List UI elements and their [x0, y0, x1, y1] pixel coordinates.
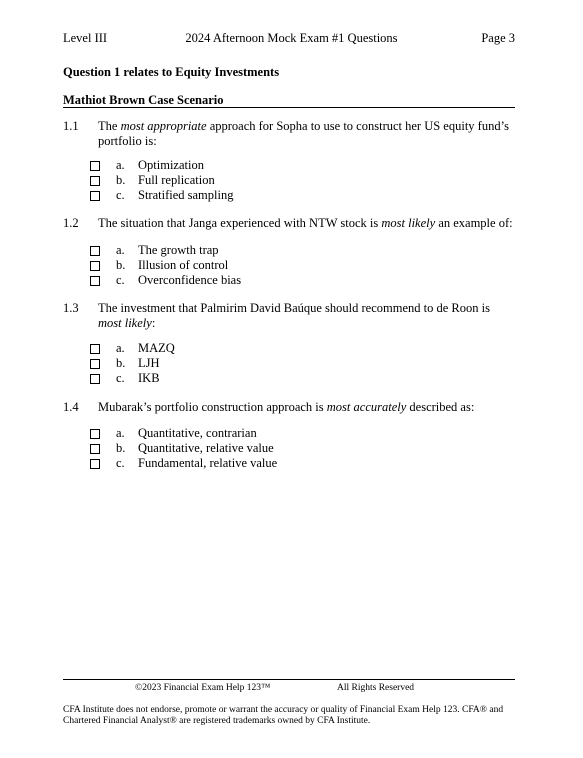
option-checkbox[interactable]: [90, 344, 100, 354]
option-letter: c.: [116, 456, 125, 470]
option-checkbox[interactable]: [90, 459, 100, 469]
question-intro: Question 1 relates to Equity Investments: [63, 65, 280, 79]
option-text: Stratified sampling: [138, 188, 234, 202]
option-letter: a.: [116, 158, 125, 172]
option-text: Illusion of control: [138, 258, 229, 272]
question-1-3: [63, 301, 515, 331]
question-1-2: [63, 216, 515, 231]
option-letter: a.: [116, 341, 125, 355]
option-checkbox[interactable]: [90, 161, 100, 171]
option-text: Quantitative, contrarian: [138, 426, 257, 440]
option-checkbox[interactable]: [90, 276, 100, 286]
option-checkbox[interactable]: [90, 246, 100, 256]
option-letter: b.: [116, 356, 126, 370]
question-number: 1.1: [63, 119, 79, 133]
option-letter: c.: [116, 371, 125, 385]
question-stem: Mubarak’s portfolio construction approach is most accurately described as:: [98, 400, 475, 414]
question-stem: The investment that Palmirim David Baúque should recommend to de Roon is most likely:: [98, 301, 490, 330]
option-text: IKB: [138, 371, 160, 385]
option-letter: c.: [116, 188, 125, 202]
question-number: 1.4: [63, 400, 79, 414]
option-letter: b.: [116, 441, 126, 455]
option-checkbox[interactable]: [90, 359, 100, 369]
option-letter: a.: [116, 243, 125, 257]
option-text: Overconfidence bias: [138, 273, 242, 287]
option-checkbox[interactable]: [90, 191, 100, 201]
option-letter: b.: [116, 173, 126, 187]
footer-rights: All Rights Reserved: [337, 683, 415, 693]
question-1-4: [63, 400, 515, 415]
option-text: Quantitative, relative value: [138, 441, 274, 455]
question-stem: The most appropriate approach for Sopha to use to construct her US equity fund’s portfolio is:: [98, 119, 509, 148]
question-number: 1.2: [63, 216, 79, 230]
question-1-1: [63, 119, 515, 149]
option-text: Full replication: [138, 173, 215, 187]
option-checkbox[interactable]: [90, 444, 100, 454]
option-text: The growth trap: [138, 243, 219, 257]
case-scenario-title: Mathiot Brown Case Scenario: [63, 93, 515, 108]
question-stem: The situation that Janga experienced with NTW stock is most likely an example of:: [98, 216, 513, 230]
footer-disclaimer: CFA Institute does not endorse, promote or warrant the accuracy or quality of Financial Exam Help 123. CFA® and Chartered Financial Analyst® are registered trademarks owned by CFA Institute.: [63, 705, 504, 726]
footer-divider: [63, 679, 515, 680]
option-text: LJH: [138, 356, 160, 370]
option-checkbox[interactable]: [90, 374, 100, 384]
option-letter: c.: [116, 273, 125, 287]
footer-copyright: ©2023 Financial Exam Help 123™: [135, 683, 271, 693]
header-level: Level III: [63, 31, 108, 45]
header-page-number: Page 3: [481, 31, 515, 45]
option-text: Optimization: [138, 158, 204, 172]
option-checkbox[interactable]: [90, 176, 100, 186]
option-text: Fundamental, relative value: [138, 456, 278, 470]
option-text: MAZQ: [138, 341, 175, 355]
option-checkbox[interactable]: [90, 261, 100, 271]
option-letter: a.: [116, 426, 125, 440]
question-number: 1.3: [63, 301, 79, 315]
option-letter: b.: [116, 258, 126, 272]
option-checkbox[interactable]: [90, 429, 100, 439]
header-title: 2024 Afternoon Mock Exam #1 Questions: [185, 31, 398, 45]
